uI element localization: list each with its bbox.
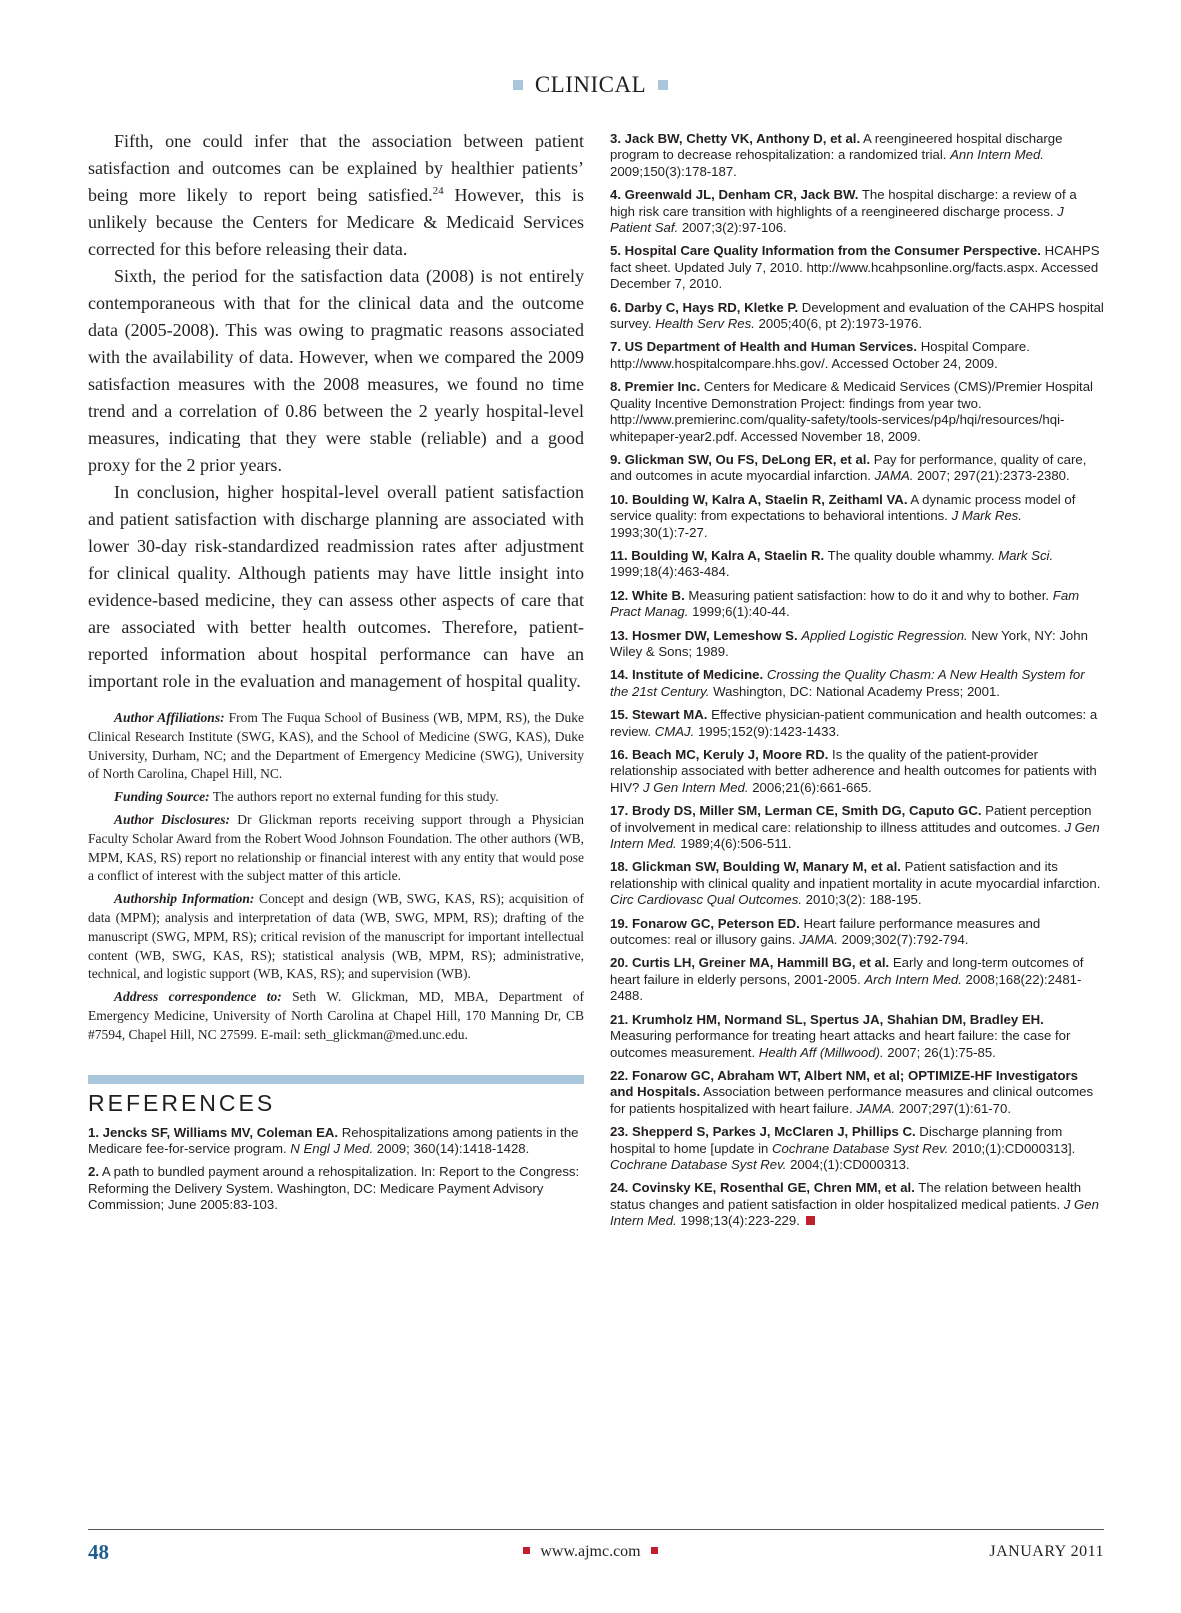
reference-item: 16. Beach MC, Keruly J, Moore RD. Is the quality of the patient-provider relationship associated with better adherence and health outcomes for patients with HIV? J Gen Intern Med. 2006;21(6):661-665. <box>610 747 1097 795</box>
end-of-article-mark <box>806 1216 815 1225</box>
section-header <box>0 72 1181 98</box>
left-column <box>88 128 584 1221</box>
reference-item: 7. US Department of Health and Human Services. Hospital Compare. http://www.hospitalcompare.hhs.gov/. Accessed October 24, 2009. <box>610 339 1030 371</box>
reference-item: 21. Krumholz HM, Normand SL, Spertus JA, Shahian DM, Bradley EH. Measuring performance for treating heart attacks and heart failure: the case for outcomes measurement. Health Aff (Millwood). 2007; 26(1):75-85. <box>610 1011 1071 1060</box>
footer-rule <box>88 1529 1104 1530</box>
body-paragraph: Fifth, one could infer that the association between patient satisfaction and outcomes can be explained by healthier patients’ being more likely to report being satisfied.$^{24}$ However, this is unlikely because the Centers for Medicare & Medicaid Services corrected for this before releasing their data. <box>88 131 585 259</box>
reference-item: 20. Curtis LH, Greiner MA, Hammill BG, et al. Early and long-term outcomes of heart failure in elderly persons, 2001-2005. Arch Intern Med. 2008;168(22):2481-2488. <box>610 955 1084 1004</box>
body-paragraph: Sixth, the period for the satisfaction data (2008) is not entirely contemporaneous with that for the clinical data and the outcome data (2005-2008). This was owing to pragmatic reasons associated with the availability of data. However, when we compared the 2009 satisfaction measures with the 2008 measures, we found no time trend and a correlation of 0.86 between the 2 yearly hospital-level measures, indicating that they were stable (reliable) and a good proxy for the 2 prior years. <box>88 266 584 475</box>
footer-url-text[interactable]: www.ajmc.com <box>540 1543 641 1560</box>
references-list-right <box>610 131 1104 1230</box>
header-left-square <box>513 80 523 90</box>
reference-item: 8. Premier Inc. Centers for Medicare & Medicaid Services (CMS)/Premier Hospital Quality Incentive Demonstration Project: findings from year two. http://www.premierinc.com/quality-safety/tools-services/p4p/hqi/resources/hqi-whitepaper-year2.pdf. Accessed November 18, 2009. <box>610 379 1093 444</box>
header-right-square <box>658 80 668 90</box>
address-correspondence: Address correspondence to: Seth W. Glickman, MD, MBA, Department of Emergency Medicine, University of North Carolina at Chapel Hill, 170 Manning Dr, CB #7594, Chapel Hill, NC 27599. E-mail: seth_glickman@med.unc.edu. <box>88 989 584 1042</box>
issue-date: JANUARY 2011 <box>989 1543 1104 1560</box>
reference-item: 22. Fonarow GC, Abraham WT, Albert NM, et al; OPTIMIZE-HF Investigators and Hospitals. Association between performance measures and clinical outcomes for patients hospitalized with heart failure. JAMA. 2007;297(1):61-70. <box>610 1067 1094 1116</box>
reference-item: 11. Boulding W, Kalra A, Staelin R. The quality double whammy. Mark Sci. 1999;18(4):463-484. <box>610 547 1054 580</box>
reference-item: 3. Jack BW, Chetty VK, Anthony D, et al. A reengineered hospital discharge program to decrease rehospitalization: a randomized trial. Ann Intern Med. 2009;150(3):178-187. <box>610 131 1063 179</box>
reference-item: 5. Hospital Care Quality Information from the Consumer Perspective. HCAHPS fact sheet. Updated July 7, 2010. http://www.hcahpsonline.org/facts.aspx. Accessed December 7, 2010. <box>610 243 1100 292</box>
author-info <box>88 709 584 1045</box>
reference-item: 24. Covinsky KE, Rosenthal GE, Chren MM, et al. The relation between health status changes and patient satisfaction in older hospitalized medical patients. J Gen Intern Med. 1998;13(4):223-229. <box>610 1180 1099 1229</box>
reference-item: 2. A path to bundled payment around a rehospitalization. In: Report to the Congress: Reforming the Delivery System. Washington, DC: Medicare Payment Advisory Commission; June 2005:83-103. <box>88 1164 580 1213</box>
reference-item: 18. Glickman SW, Boulding W, Manary M, et al. Patient satisfaction and its relationship with clinical quality and inpatient mortality in acute myocardial infarction. Circ Cardiovasc Qual Outcomes. 2010;3(2): 188-195. <box>610 859 1101 908</box>
body-paragraph: In conclusion, higher hospital-level overall patient satisfaction and patient satisfaction with discharge planning are associated with lower 30-day risk-standardized readmission rates after adjustment for clinical quality. Although patients may have little insight into evidence-based medicine, they can assess other aspects of care that are associated with better health outcomes. Therefore, patient-reported information about hospital performance can have an important role in the evaluation and management of hospital quality. <box>88 482 584 691</box>
page-number: 48 <box>88 1540 109 1564</box>
author-affiliations: Author Affiliations: From The Fuqua School of Business (WB, MPM, RS), the Duke Clinical Research Institute (SWG, KAS), and the School of Medicine (SWG, KAS), Duke University, Durham, NC; and the Department of Emergency Medicine (SWG), University of North Carolina, Chapel Hill, NC. <box>88 710 584 782</box>
reference-item: 1. Jencks SF, Williams MV, Coleman EA. Rehospitalizations among patients in the Medicare fee-for-service program. N Engl J Med. 2009; 360(14):1418-1428. <box>88 1124 579 1156</box>
references-title: REFERENCES <box>88 1089 276 1116</box>
reference-item: 4. Greenwald JL, Denham CR, Jack BW. The hospital discharge: a review of a high risk care transition with highlights of a reengineered discharge process. J Patient Saf. 2007;3(2):97-106. <box>610 187 1077 236</box>
footer-left-square <box>523 1547 530 1554</box>
funding-source: Funding Source: The authors report no external funding for this study. <box>114 789 499 805</box>
references-bar <box>88 1075 584 1084</box>
body-text <box>88 128 584 695</box>
authorship-information: Authorship Information: Concept and design (WB, SWG, KAS, RS); acquisition of data (MPM); analysis and interpretation of data (WB, SWG, MPM, RS); drafting of the manuscript (SWG, MPM, RS); critical revision of the manuscript for important intellectual content (WB, SWG, KAS, RS); statistical analysis (WB, MPM, RS); administrative, technical, and logistic support (WB, KAS, RS); and supervision (WB). <box>88 891 584 982</box>
reference-item: 6. Darby C, Hays RD, Kletke P. Development and evaluation of the CAHPS hospital survey. Health Serv Res. 2005;40(6, pt 2):1973-1976. <box>610 299 1104 332</box>
reference-item: 14. Institute of Medicine. Crossing the Quality Chasm: A New Health System for the 21st Century. Washington, DC: National Academy Press; 2001. <box>610 667 1085 699</box>
reference-item: 12. White B. Measuring patient satisfaction: how to do it and why to bother. Fam Pract Manag. 1999;6(1):40-44. <box>610 587 1080 620</box>
author-disclosures: Author Disclosures: Dr Glickman reports receiving support through a Physician Faculty Scholar Award from the Robert Wood Johnson Foundation. The other authors (WB, MPM, KAS, RS) report no relationship or financial interest with any entity that would pose a conflict of interest with the subject matter of this article. <box>88 811 584 884</box>
right-column <box>610 131 1104 1237</box>
section-title: CLINICAL <box>534 72 647 97</box>
reference-item: 19. Fonarow GC, Peterson ED. Heart failure performance measures and outcomes: real or illusory gains. JAMA. 2009;302(7):792-794. <box>610 915 1041 948</box>
reference-item: 10. Boulding W, Kalra A, Staelin R, Zeithaml VA. A dynamic process model of service quality: from expectations to behavioral intentions. J Mark Res. 1993;30(1):7-27. <box>610 491 1076 540</box>
reference-item: 17. Brody DS, Miller SM, Lerman CE, Smith DG, Caputo GC. Patient perception of involvement in medical care: relationship to illness attitudes and outcomes. J Gen Intern Med. 1989;4(6):506-511. <box>610 803 1100 852</box>
references-list-left <box>88 1125 584 1214</box>
reference-item: 13. Hosmer DW, Lemeshow S. Applied Logistic Regression. New York, NY: John Wiley & Sons; 1989. <box>610 627 1088 659</box>
reference-item: 9. Glickman SW, Ou FS, DeLong ER, et al. Pay for performance, quality of care, and outcomes in acute myocardial infarction. JAMA. 2007; 297(21):2373-2380. <box>610 451 1087 484</box>
reference-item: 15. Stewart MA. Effective physician-patient communication and health outcomes: a review. CMAJ. 1995;152(9):1423-1433. <box>610 707 1098 739</box>
footer-right-square <box>651 1547 658 1554</box>
reference-item: 23. Shepperd S, Parkes J, McClaren J, Phillips C. Discharge planning from hospital to home [update in Cochrane Database Syst Rev. 2010;(1):CD000313]. Cochrane Database Syst Rev. 2004;(1):CD000313. <box>610 1124 1076 1172</box>
